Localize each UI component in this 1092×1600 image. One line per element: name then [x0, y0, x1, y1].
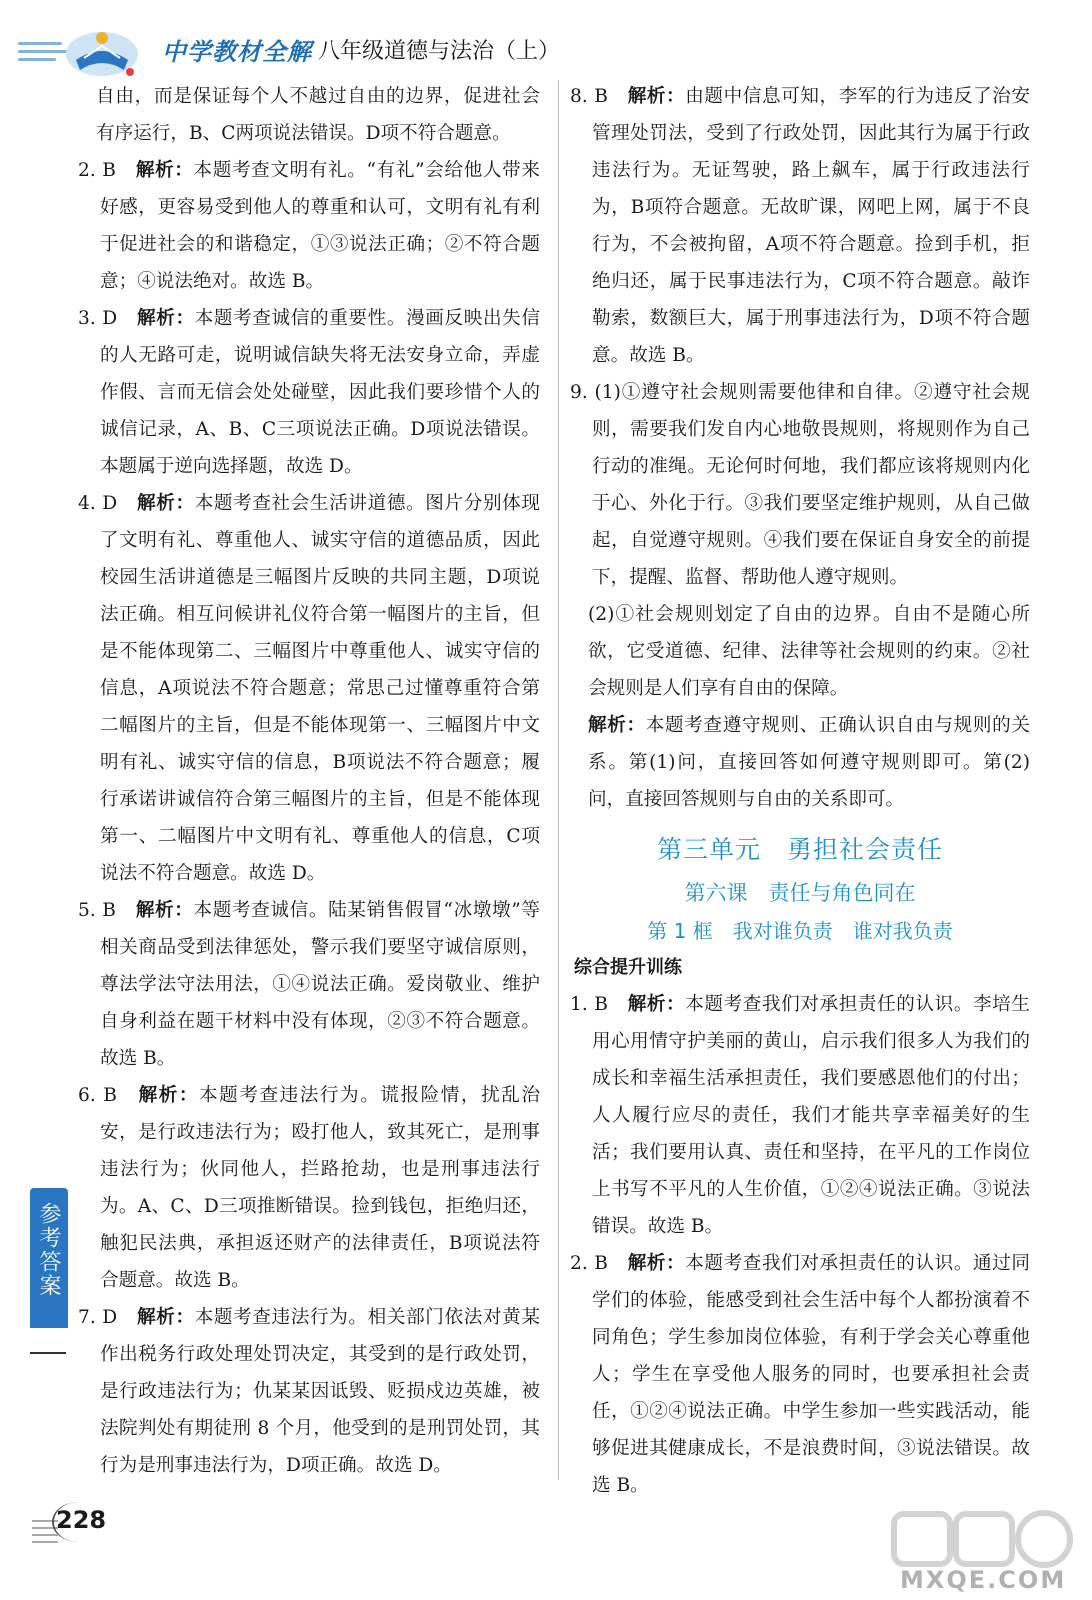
answer-item: 5. B 解析：本题考查诚信。陆某销售假冒“冰墩墩”等相关商品受到法律惩处，警示我们要坚守诚信原则，尊法学法守法用法，①④说法正确。爱岗敬业、维护自身利益在题干材料中没有体现，②③不符合题意。故选 B。 — [78, 900, 540, 1069]
book-subtitle: 八年级道德与法治（上） — [318, 39, 561, 64]
answer-item: 7. D 解析：本题考查违法行为。相关部门依法对黄某作出税务行政处理处罚决定，其受到的是行政处罚，是行政违法行为；仇某某因诋毁、贬损戍边英雄，被法院判处有期徒刑 8 个月，他受到的是刑罚处罚，其行为是刑事违法行为，D项正确。故选 D。 — [78, 1307, 540, 1476]
answer-item: 6. B 解析：本题考查违法行为。谎报险情，扰乱治安，是行政违法行为；殴打他人，致其死亡，是刑事违法行为；伙同他人，拦路抢劫，也是刑事违法行为。A、C、D三项推断错误。捡到钱包，拒绝归还，触犯民法典，承担返还财产的法律责任，B项说法符合题意。故选 B。 — [78, 1085, 540, 1291]
answers-side-tab — [30, 1188, 68, 1328]
column-divider — [558, 80, 559, 1480]
section-title: 综合提升训练 — [574, 957, 682, 978]
answer-item: 9. (1)①遵守社会规则需要他律和自律。②遵守社会规则，需要我们发自内心地敬畏规则，将规则作为自己行动的准绳。无论何时何地，我们都应该将规则内化于心、外化于行。③我们要坚定维护规则，从自己做起，自觉遵守规则。④我们要在保证自身安全的前提下，提醒、监督、帮助他人遵守规则。 — [570, 382, 1030, 588]
unit-title: 第三单元 勇担社会责任 — [656, 835, 943, 864]
answer-item: 3. D 解析：本题考查诚信的重要性。漫画反映出失信的人无路可走，说明诚信缺失将无法安身立命，弄虚作假、言而无信会处处碰壁，因此我们要珍惜个人的诚信记录，A、B、C三项说法正确。D项说法错误。本题属于逆向选择题，故选 D。 — [78, 308, 540, 477]
answer-item: 自由，而是保证每个人不越过自由的边界，促进社会有序运行，B、C两项说法错误。D项不符合题意。 — [96, 86, 540, 144]
answer-subitem: (2)①社会规则划定了自由的边界。自由不是随心所欲，它受道德、纪律、法律等社会规则的约束。②社会规则是人们享有自由的保障。 — [588, 604, 1030, 699]
book-logo-icon — [62, 20, 142, 80]
answer-item: 4. D 解析：本题考查社会生活讲道德。图片分别体现了文明有礼、尊重他人、诚实守信的道德品质，因此校园生活讲道德是三幅图片反映的共同主题，D项说法正确。相互问候讲礼仪符合第一幅图片的主旨，但是不能体现第二、三幅图片中尊重他人、诚实守信的信息，A项说法不符合题意；常思己过懂尊重符合第二幅图片的主旨，但是不能体现第一、三幅图片中文明有礼、诚实守信的信息，B项说法不符合题意；履行承诺讲诚信符合第三幅图片的主旨，但是不能体现第一、二幅图片中文明有礼、尊重他人的信息，C项说法不符合题意。故选 D。 — [78, 493, 540, 884]
lesson-title: 第六课 责任与角色同在 — [684, 881, 916, 905]
answer-item: 2. B 解析：本题考查文明有礼。“有礼”会给他人带来好感，更容易受到他人的尊重和认可，文明有礼有利于促进社会的和谐稳定，①③说法正确；②不符合题意；④说法绝对。故选 B。 — [78, 160, 540, 292]
answer-item: 8. B 解析：由题中信息可知，李军的行为违反了治安管理处罚法，受到了行政处罚，因此其行为属于行政违法行为。无证驾驶，路上飙车，属于行政违法行为，B项符合题意。无故旷课，网吧上网，属于不良行为，不会被拘留，A项不符合题意。捡到手机，拒绝归还，属于民事违法行为，C项不符合题意。敲诈勒索，数额巨大，属于刑事违法行为，D项不符合题意。故选 B。 — [570, 86, 1030, 366]
watermark-text: MXQE.COM — [900, 1566, 1067, 1594]
answer-item: 2. B 解析：本题考查我们对承担责任的认识。通过同学们的体验，能感受到社会生活中每个人都扮演着不同角色；学生参加岗位体验，有利于学会关心尊重他人；学生在享受他人服务的同时，也要承担社会责任，①②④说法正确。中学生参加一些实践活动，能够促进其健康成长，不是浪费时间，③说法错误。故选 B。 — [570, 1253, 1030, 1496]
page-header — [0, 0, 1092, 80]
left-column — [78, 78, 540, 1484]
frame-title: 第 1 框 我对谁负责 谁对我负责 — [647, 919, 953, 943]
side-tab-label: 参考答案 — [36, 1202, 61, 1298]
book-series-title: 中学教材全解 — [162, 38, 312, 66]
right-column — [570, 78, 1030, 1504]
header-decoration-lines — [18, 42, 68, 66]
answer-item: 1. B 解析：本题考查我们对承担责任的认识。李培生用心用情守护美丽的黄山，启示我们很多人为我们的成长和幸福生活承担责任，我们要感恩他们的付出；人人履行应尽的责任，我们才能共享幸福美好的生活；我们要用认真、责任和坚持，在平凡的工作岗位上书写不平凡的人生价值，①②④说法正确。③说法错误。故选 B。 — [570, 994, 1030, 1237]
side-tab-underline — [30, 1352, 66, 1354]
page-number: 228 — [56, 1506, 107, 1534]
answer-analysis: 解析：本题考查遵守规则、正确认识自由与规则的关系。第(1)问，直接回答如何遵守规则即可。第(2)问，直接回答规则与自由的关系即可。 — [588, 715, 1030, 810]
